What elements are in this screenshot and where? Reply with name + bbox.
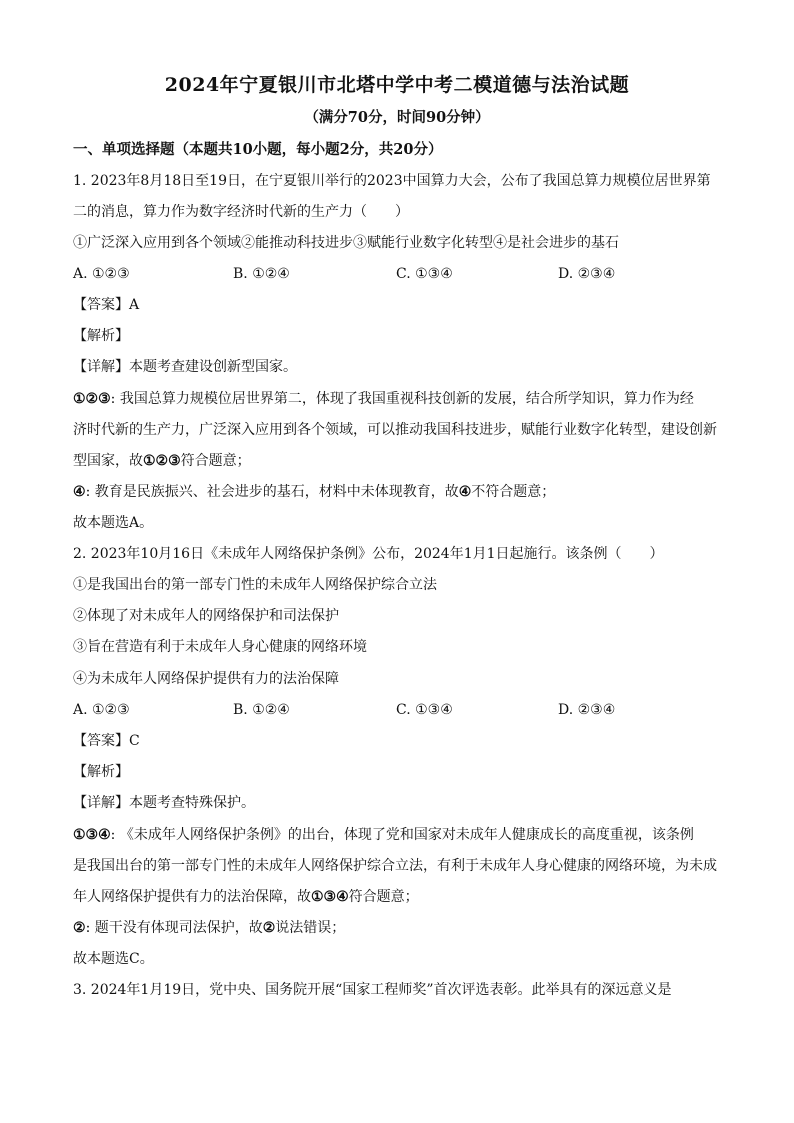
q2-option-a: A. ①②③: [73, 702, 130, 718]
q1-exp2-end: 不符合题意；: [471, 484, 556, 500]
q2-conclusion: 故本题选C。: [73, 951, 154, 967]
q1-exp1-line3-c: 符合题意；: [180, 453, 251, 469]
q2-exp1-line3-mark: ①③④: [311, 889, 349, 905]
q1-stem-line2: 二的消息，算力作为数字经济时代新的生产力（ ）: [73, 204, 409, 220]
q2-explanation-line4: [73, 918, 733, 938]
q1-explanation-line2: 济时代新的生产力，广泛深入应用到各个领域，可以推动我国科技进步，赋能行业数字化转型，建设创新: [73, 422, 717, 438]
q2-stem: 2. 2023年10月16日《未成年人网络保护条例》公布，2024年1月1日起施行。该条例（ ）: [73, 546, 664, 562]
q1-option-b: B. ①②④: [233, 266, 290, 282]
section-heading: 一、单项选择题（本题共10小题，每小题2分，共20分）: [73, 141, 443, 158]
q2-exp2-text: : 题干没有体现司法保护，故: [85, 920, 263, 936]
q3-stem: 3. 2024年1月19日，党中央、国务院开展“国家工程师奖”首次评选表彰。此举具有的深远意义是: [73, 982, 672, 998]
q2-statement-4: ④为未成年人网络保护提供有力的法治保障: [73, 671, 339, 687]
q1-exp1-lead: ①②③: [73, 391, 111, 407]
q1-exp2-mark: ④: [458, 484, 472, 500]
q1-exp1-line3-a: 型国家，故: [73, 453, 143, 469]
q2-option-b: B. ①②④: [233, 702, 290, 718]
q1-option-d: D. ②③④: [558, 266, 616, 282]
q1-explanation-line1: [73, 389, 733, 409]
q2-explanation-line3: [73, 887, 733, 907]
q2-analysis-label: 【解析】: [73, 764, 129, 780]
page-subtitle: （满分70分，时间90分钟）: [304, 109, 490, 126]
q1-statements: ①广泛深入应用到各个领域②能推动科技进步③赋能行业数字化转型④是社会进步的基石: [73, 235, 619, 251]
q2-explanation-line1: [73, 825, 733, 845]
q1-analysis-label: 【解析】: [73, 328, 129, 344]
q2-exp1-text: : 《未成年人网络保护条例》的出台，体现了党和国家对未成年人健康成长的高度重视，该条例: [110, 827, 694, 843]
q2-exp2-mark: ②: [262, 920, 276, 936]
q1-options: [73, 264, 733, 284]
q1-exp1-text: : 我国总算力规模位居世界第二，体现了我国重视科技创新的发展，结合所学知识，算力作为经: [110, 391, 694, 407]
q1-conclusion: 故本题选A。: [73, 515, 154, 531]
q2-exp2-lead: ②: [73, 920, 86, 936]
q1-exp2-lead: ④: [73, 484, 86, 500]
q1-stem-line1: 1. 2023年8月18日至19日，在宁夏银川举行的2023中国算力大会，公布了我国总算力规模位居世界第: [73, 173, 711, 189]
q1-exp1-line3-mark: ①②③: [143, 453, 181, 469]
q1-option-c: C. ①③④: [396, 266, 453, 282]
q1-answer: 【答案】A: [73, 297, 140, 313]
q1-option-a: A. ①②③: [73, 266, 130, 282]
q1-exp2-text: : 教育是民族振兴、社会进步的基石，材料中未体现教育，故: [85, 484, 459, 500]
q2-exp2-end: 说法错误；: [275, 920, 346, 936]
q2-exp1-line3-a: 年人网络保护提供有力的法治保障，故: [73, 889, 311, 905]
q2-exp1-lead: ①③④: [73, 827, 111, 843]
q2-exp1-line3-c: 符合题意；: [348, 889, 419, 905]
q2-option-c: C. ①③④: [396, 702, 453, 718]
q2-explanation-line2: 是我国出台的第一部专门性的未成年人网络保护综合立法，有利于未成年人身心健康的网络环境，为未成: [73, 858, 717, 874]
q2-answer: 【答案】C: [73, 733, 140, 749]
q1-explanation-line4: [73, 482, 733, 502]
q2-statement-2: ②体现了对未成年人的网络保护和司法保护: [73, 608, 339, 624]
page-title: 2024年宁夏银川市北塔中学中考二模道德与法治试题: [164, 74, 630, 96]
q2-detail: 【详解】本题考查特殊保护。: [73, 795, 255, 811]
q2-option-d: D. ②③④: [558, 702, 616, 718]
q1-explanation-line3: [73, 451, 733, 471]
q1-detail: 【详解】本题考查建设创新型国家。: [73, 359, 297, 375]
q2-options: [73, 700, 733, 720]
q2-statement-1: ①是我国出台的第一部专门性的未成年人网络保护综合立法: [73, 577, 437, 593]
q2-statement-3: ③旨在营造有利于未成年人身心健康的网络环境: [73, 639, 367, 655]
